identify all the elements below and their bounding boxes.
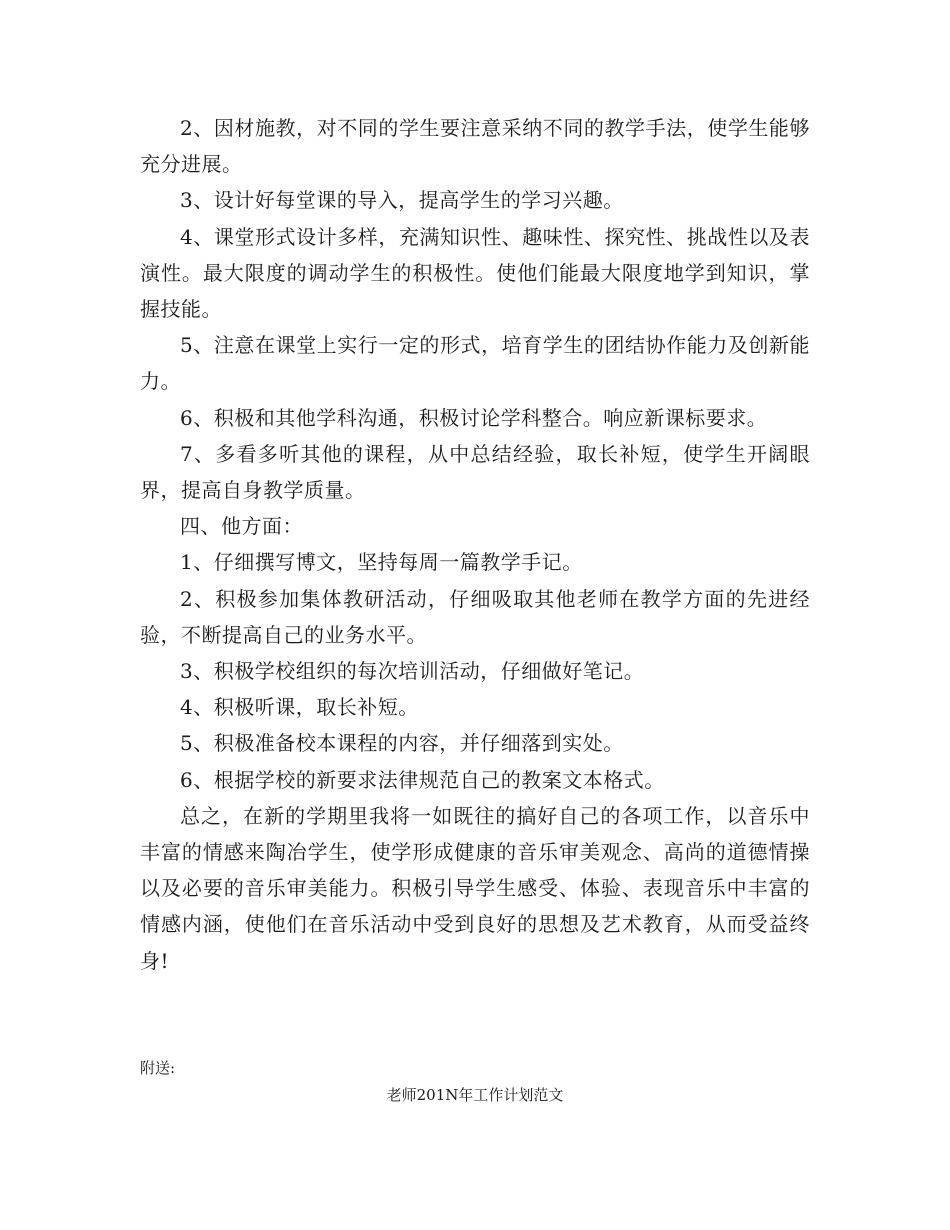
paragraph-item-7-observation: 7、多看多听其他的课程，从中总结经验，取长补短，使学生开阔眼界，提高自身教学质量。: [140, 441, 810, 503]
section-heading-other: 四、他方面：: [180, 514, 303, 539]
paragraph-item-3-lesson-intro: 3、设计好每堂课的导入，提高学生的学习兴趣。: [180, 188, 624, 213]
paragraph-conclusion: 总之，在新的学期里我将一如既往的搞好自己的各项工作，以音乐中丰富的情感来陶冶学生，使学形成健康的音乐审美观念、高尚的道德情操以及必要的音乐审美能力。积极引导学生感受、体验、表现音乐中丰富的情感内涵，使他们在音乐活动中受到良好的思想及艺术教育，从而受益终身!: [140, 803, 810, 973]
paragraph-item-6-integration: 6、积极和其他学科沟通，积极讨论学科整合。响应新课标要求。: [180, 405, 768, 430]
paragraph-other-3-training: 3、积极学校组织的每次培训活动，仔细做好笔记。: [180, 659, 645, 684]
paragraph-other-2-research: 2、积极参加集体教研活动，仔细吸取其他老师在教学方面的先进经验，不断提高自己的业务水平。: [140, 586, 810, 647]
paragraph-item-2-tailored-teaching: 2、因材施教，对不同的学生要注意采纳不同的教学手法，使学生能够充分进展。: [140, 116, 810, 177]
paragraph-other-1-blog: 1、仔细撰写博文，坚持每周一篇教学手记。: [180, 550, 583, 575]
paragraph-item-5-teamwork: 5、注意在课堂上实行一定的形式，培育学生的团结协作能力及创新能力。: [140, 333, 810, 394]
appendix-label: 附送:: [140, 1059, 176, 1077]
paragraph-other-4-lectures: 4、积极听课，取长补短。: [180, 695, 419, 720]
document-body: [140, 110, 810, 979]
paragraph-item-4-class-forms: 4、课堂形式设计多样，充满知识性、趣味性、探究性、挑战性以及表演性。最大限度的调动学生的积极性。使他们能最大限度地学到知识，掌握技能。: [140, 224, 810, 322]
appendix-title: 老师201N年工作计划范文: [386, 1086, 564, 1104]
paragraph-other-6-lesson-plans: 6、根据学校的新要求法律规范自己的教案文本格式。: [180, 767, 665, 792]
paragraph-other-5-curriculum: 5、积极准备校本课程的内容，并仔细落到实处。: [180, 731, 624, 756]
